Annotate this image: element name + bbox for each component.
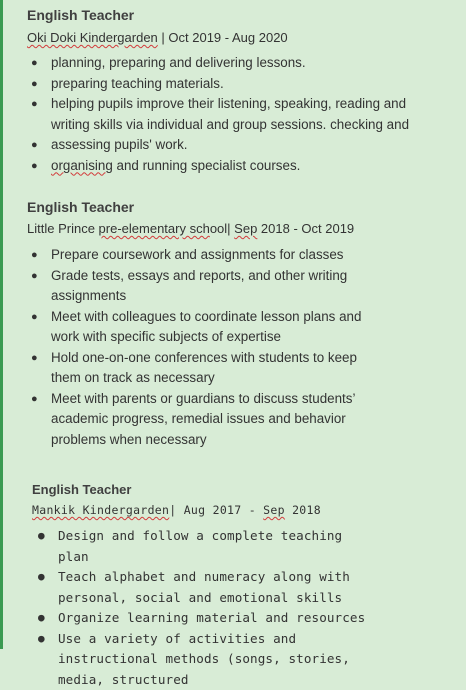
bullet-icon: ● — [31, 266, 38, 287]
job-meta — [27, 30, 288, 45]
job-title: English Teacher — [27, 199, 134, 215]
employer-name: pre-elementary sch — [99, 221, 210, 236]
list-item: ● Use a variety of activities and instructional methods (songs, stories, media, structured — [34, 629, 374, 690]
list-item: ● Design and follow a complete teaching plan — [34, 526, 374, 567]
list-item: ● Prepare coursework and assignments for classes — [27, 245, 382, 266]
bullet-icon: ● — [31, 135, 38, 156]
list-item: ● planning, preparing and delivering lessons. — [27, 53, 437, 74]
bullet-icon: ● — [31, 156, 38, 177]
list-item: ● preparing teaching materials. — [27, 74, 437, 95]
list-item — [27, 156, 437, 177]
bullet-icon: ● — [31, 74, 38, 95]
list-item: ● assessing pupils' work. — [27, 135, 437, 156]
job-dates: 2018 - Oct 2019 — [257, 221, 354, 236]
job-title: English Teacher — [27, 7, 134, 23]
list-item: ● Grade tests, essays and reports, and other writing assignments — [27, 266, 382, 307]
list-item: ● helping pupils improve their listening, speaking, reading and writing skills via individual and group sessions. checking and — [27, 94, 437, 135]
employer-name: Oki Doki Kindergarden — [27, 30, 158, 45]
list-item: ● Hold one-on-one conferences with students to keep them on track as necessary — [27, 348, 382, 389]
bullet-icon: ● — [31, 348, 38, 369]
duties-list — [27, 53, 437, 176]
bullet-icon: ● — [31, 389, 38, 410]
list-item: ● Teach alphabet and numeracy along with personal, social and emotional skills — [34, 567, 374, 608]
bullet-icon: ● — [31, 53, 38, 74]
duties-list — [34, 526, 374, 690]
job-meta: Mankik Kindergarden| Aug 2017 - Sep 2018 — [32, 503, 321, 517]
bullet-icon: ● — [38, 629, 45, 650]
job-meta: Little Prince pre-elementary school| Sep 2018 - Oct 2019 — [27, 221, 354, 236]
list-item: ● Meet with colleagues to coordinate lesson plans and work with specific subjects of expertise — [27, 307, 382, 348]
bullet-icon: ● — [38, 608, 45, 629]
duty-text-first-word: organising — [51, 158, 113, 173]
duty-text-rest: and running specialist courses. — [113, 158, 301, 173]
job-dates: | Oct 2019 - Aug 2020 — [158, 30, 288, 45]
bullet-icon: ● — [38, 567, 45, 588]
list-item: ● Organize learning material and resources — [34, 608, 374, 629]
page-left-border — [0, 0, 3, 649]
duties-list — [27, 245, 382, 450]
bullet-icon: ● — [31, 94, 38, 115]
bullet-icon: ● — [31, 307, 38, 328]
list-item: ● Meet with parents or guardians to discuss students’ academic progress, remedial issues and behavior problems when necessary — [27, 389, 382, 451]
employer-name: Mankik Kindergarden — [32, 503, 169, 517]
bullet-icon: ● — [38, 526, 45, 547]
job-title: English Teacher — [32, 482, 131, 497]
job-dates: Sep — [263, 503, 285, 517]
bullet-icon: ● — [31, 245, 38, 266]
